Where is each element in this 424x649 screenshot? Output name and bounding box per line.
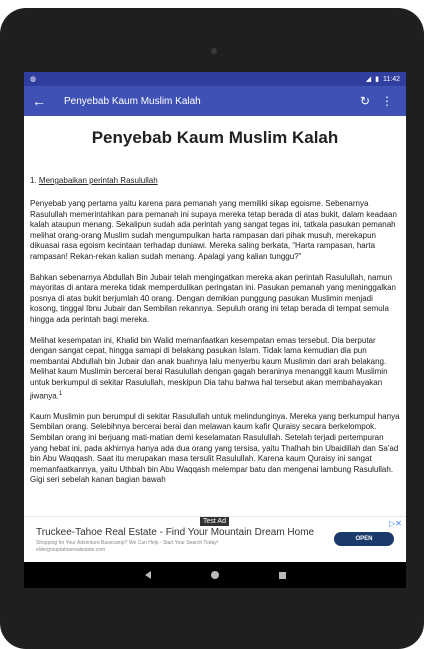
battery-icon: ▮ [375, 76, 379, 83]
section-heading [30, 176, 400, 185]
front-camera [211, 48, 217, 54]
section-heading-text: Mengabaikan perintah Rasulullah [38, 176, 158, 185]
nav-home-icon[interactable] [211, 571, 219, 579]
paragraph-2: Bahkan sebenarnya Abdullah Bin Jubair telah mengingatkan mereka akan perintah Rasulullah, namun mayoritas di antara mereka tidak memperdulikan peringatan ini. Pasukan pemanah yang meninggalkan posnya di atas bukit berjumlah 40 orang. Dengan demikian punggung pasukan Muslimin menjadi kosong, tinggal Ibnu Jubair dan Sembilan rekannya. Sepuluh orang ini tetap berada di tempat semula hingga ada perintah bagi mereka. [30, 272, 396, 324]
nav-recents-icon[interactable] [279, 572, 286, 579]
footnote-marker[interactable]: 1 [58, 390, 63, 397]
status-indicators [366, 75, 400, 83]
notification-dot-icon: ◍ [30, 76, 37, 83]
paragraph-3-text: Melihat kesempatan ini, Khalid bin Walid memanfaatkan kesempatan emas tersebut. Dia berputar dengan sangat cepat, hingga samapi di belakang pasukan Islam. Tidak lama kemudian dia pun membantai Abdullah bin Jubair dan anak buahnya lalu menyerbu kaum Muslimin dari arah belakang. Melihat kaum Muslimin bercerai berai Rasulullah dengan gagah beraninya menanggil kaum Muslimin untuk berkumpul di sekitar Rasulullah, meskipun Dia tahu bahwa hal tersebut akan membahayakan jiwanya. [30, 335, 388, 401]
ad-open-button[interactable]: OPEN [334, 532, 394, 546]
section-number: 1. [30, 176, 39, 185]
status-time: 11:42 [383, 75, 400, 83]
article-content[interactable] [24, 116, 406, 516]
ad-choices-icon[interactable]: ▷✕ [389, 519, 402, 528]
app-bar-title: Penyebab Kaum Muslim Kalah [64, 95, 201, 107]
more-vert-icon[interactable]: ⋮ [381, 94, 393, 108]
refresh-icon[interactable]: ↻ [359, 94, 371, 108]
ad-title[interactable]: Truckee-Tahoe Real Estate - Find Your Mountain Dream Home [36, 527, 315, 538]
paragraph-4: Kaum Muslimin pun berumpul di sekitar Rasulullah untuk melindunginya. Mereka yang berkumpul hanya Sembilan orang. Selebihnya bercerai berai dan melawan kaum kafir Quraisy secara berkelompok. Sembilan orang ini berjuang mati-matian demi keselamatan Rasulullah. Setelah terjadi pertempuran yang hebat ini, pada akhirnya hanya ada dua orang yang tersisa, yaitu Thalhah bin Ubaidillah dan Sa'ad bin Abu Waqqash. Saat itu merupakan masa tersulit Rasulullah. Karena kaum Quraisy ini sangat memanfaatkannya, yaitu Uthbah bin Abu Waqqash melempar batu dan mengenai lambung Rasulullah. Gigi seri sebelah kanan bagian bawah [30, 411, 400, 485]
back-arrow-icon[interactable]: ← [32, 93, 46, 109]
nav-back-icon[interactable] [145, 571, 151, 579]
device-screen [24, 72, 406, 588]
system-nav-bar [24, 562, 406, 588]
ad-subtitle: Shopping for Your Adventure Basecamp? We Can Help - Start Your Search Today! [36, 540, 219, 546]
ad-label: Test Ad [200, 517, 229, 526]
signal-icon: ◢ [365, 76, 372, 83]
status-bar [24, 72, 406, 86]
paragraph-1: Penyebab yang pertama yaitu karena para pemanah yang memiliki sikap egoisme. Sebenarnya Rasulullah memerintahkan para pemanah ini supaya mereka tetap berada di atas bukit, dalam keadaan kalah ataupun menang. Sekalipun sudah ada perintah yang sangat tegas ini, tatkala pasukan pemanah melihat orang-orang Muslim sudah mengumpulkan harta rampasan dari pihak musuh, merekapun dikuasai rasa egoism kecintaan terhadap duniawi. Mereka saling berkata, “Harta rampasan, harta rampasan! Rekan-rekan kalian sudah menang. Apalagi yang kalian tunggu?” [30, 199, 397, 261]
ad-url: eldergrouptahoerealestate.com [36, 547, 106, 553]
page-title: Penyebab Kaum Muslim Kalah [91, 128, 339, 147]
app-bar [24, 86, 406, 116]
ad-banner[interactable] [24, 516, 406, 562]
paragraph-3 [30, 336, 400, 402]
